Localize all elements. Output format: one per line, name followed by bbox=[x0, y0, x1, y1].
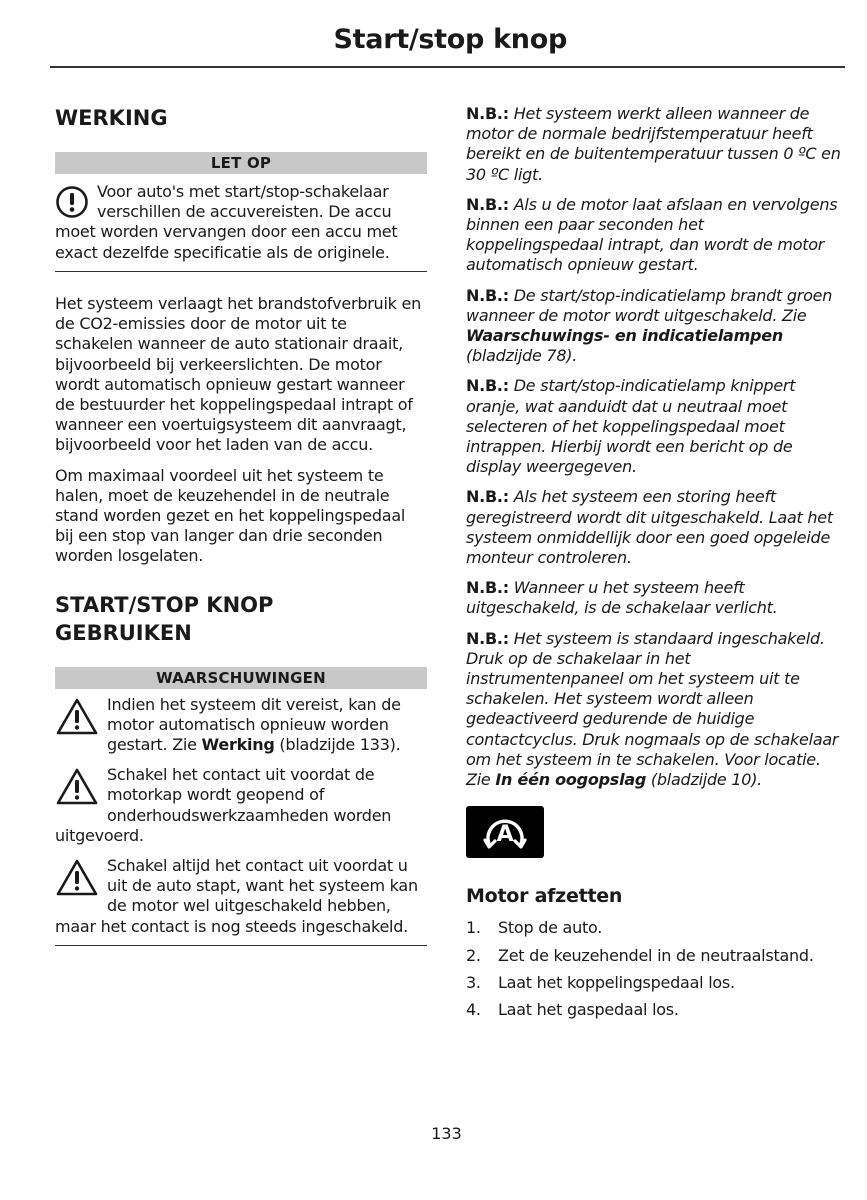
symbol-letter: A bbox=[496, 822, 514, 848]
caution-divider bbox=[55, 271, 427, 272]
note-6-text: Wanneer u het systeem heeft uitgeschakeld, is de schakelaar verlicht. bbox=[466, 578, 778, 618]
list-item bbox=[466, 918, 842, 938]
note-label: N.B.: bbox=[466, 578, 509, 598]
warning-triangle-icon bbox=[55, 697, 101, 737]
heading-line-2: GEBRUIKEN bbox=[55, 620, 192, 645]
caution-icon bbox=[55, 185, 91, 221]
auto-start-stop-icon bbox=[475, 810, 535, 854]
note-2-text: Als u de motor laat afslaan en vervolgens binnen een paar seconden het koppelingspedaal intrapt, dan wordt de motor automatisch opnieuw gestart. bbox=[466, 194, 838, 275]
warning-divider bbox=[55, 945, 427, 946]
page-title: Start/stop knop bbox=[333, 24, 567, 55]
warning-note-3 bbox=[55, 856, 427, 937]
note-1-text: Het systeem werkt alleen wanneer de motor de normale bedrijfstemperatuur heeft bereikt en de buitentemperatuur tussen 0 ºC en 30 ºC ligt. bbox=[466, 104, 841, 184]
caution-bar: LET OP bbox=[55, 152, 427, 174]
list-item bbox=[466, 946, 842, 966]
heading-line-1: START/STOP KNOP bbox=[55, 592, 274, 617]
note-3-page-ref: (bladzijde 78). bbox=[466, 346, 578, 366]
step-number: 2. bbox=[466, 945, 481, 965]
note-5-text: Als het systeem een storing heeft geregistreerd wordt dit uitgeschakeld. Laat het systeem onmiddellijk door een goed opgeleide monteur controleren. bbox=[466, 487, 833, 568]
note-label: N.B.: bbox=[466, 487, 509, 507]
warning-triangle-icon bbox=[55, 858, 101, 898]
note-4 bbox=[466, 376, 842, 477]
step-number: 4. bbox=[466, 999, 481, 1019]
overview-crossref-link[interactable]: In één oogopslag bbox=[495, 770, 647, 790]
warning-2-text: Schakel het contact uit voordat de motorkap wordt geopend of onderhoudswerkzaamheden worden uitgevoerd. bbox=[55, 765, 392, 845]
list-item bbox=[466, 973, 842, 993]
warning-note-2 bbox=[55, 765, 427, 846]
note-label: N.B.: bbox=[466, 104, 509, 123]
step-text: Laat het koppelingspedaal los. bbox=[498, 972, 735, 992]
steps-list bbox=[466, 918, 842, 1020]
right-column bbox=[466, 104, 842, 1027]
step-number: 1. bbox=[466, 918, 481, 938]
werking-crossref-link[interactable]: Werking bbox=[201, 735, 275, 755]
warning-lamps-crossref-link[interactable]: Waarschuwings- en indicatielampen bbox=[466, 326, 783, 346]
warning-triangle-icon bbox=[55, 767, 101, 807]
note-label: N.B.: bbox=[466, 194, 509, 214]
left-column bbox=[55, 104, 427, 946]
note-label: N.B.: bbox=[466, 376, 509, 396]
motor-afzetten-heading: Motor afzetten bbox=[466, 885, 623, 908]
note-7 bbox=[466, 629, 842, 791]
caution-note bbox=[55, 182, 427, 263]
caution-text: Voor auto's met start/stop-schakelaar verschillen de accuvereisten. De accu moet worden vervangen door een accu met exact dezelfde specificatie als de originele. bbox=[55, 182, 398, 262]
note-4-text: De start/stop-indicatielamp knippert oranje, wat aanduidt dat u neutraal moet selecteren of het koppelingspedaal moet intrappen. Hierbij wordt een bericht op de display weergegeven. bbox=[466, 376, 796, 477]
section-heading-werking: WERKING bbox=[55, 106, 168, 130]
warning-3-text: Schakel altijd het contact uit voordat u uit de auto stapt, want het systeem kan de motor wel uitgeschakeld hebben, maar het contact is nog steeds ingeschakeld. bbox=[55, 856, 418, 936]
warning-bar: WAARSCHUWINGEN bbox=[55, 667, 427, 689]
werking-paragraph-2: Om maximaal voordeel uit het systeem te halen, moet de keuzehendel in de neutrale stand worden gezet en het koppelingspedaal bij een stop van langer dan drie seconden worden losgelaten. bbox=[55, 465, 406, 566]
warning-note-1 bbox=[55, 695, 427, 756]
auto-start-stop-symbol bbox=[466, 806, 544, 858]
note-3-text: De start/stop-indicatielamp brandt groen wanneer de motor wordt uitgeschakeld. Zie bbox=[466, 285, 833, 325]
step-text: Laat het gaspedaal los. bbox=[498, 999, 679, 1019]
list-item bbox=[466, 1000, 842, 1020]
step-text: Zet de keuzehendel in de neutraalstand. bbox=[498, 945, 814, 965]
werking-paragraph-1: Het systeem verlaagt het brandstofverbruik en de CO2-emissies door de motor uit te schakelen wanneer de auto stationair draait, bijvoorbeeld bij verkeerslichten. De motor wordt automatisch opnieuw gestart wanneer de bestuurder het koppelingspedaal intrapt of wanneer een voertuigsysteem dit aanvraagt, bijvoorbeeld voor het laden van de accu. bbox=[55, 294, 421, 455]
note-label: N.B.: bbox=[466, 285, 509, 305]
warning-1-page-ref: (bladzijde 133). bbox=[274, 735, 401, 755]
note-6 bbox=[466, 578, 842, 618]
note-5 bbox=[466, 487, 842, 568]
note-7-page-ref: (bladzijde 10). bbox=[646, 770, 763, 790]
note-label: N.B.: bbox=[466, 628, 509, 648]
section-heading-gebruiken bbox=[55, 591, 427, 647]
step-number: 3. bbox=[466, 972, 481, 992]
warning-1-text: Indien het systeem dit vereist, kan de motor automatisch opnieuw worden gestart. Zie bbox=[107, 694, 401, 755]
note-1 bbox=[466, 104, 842, 185]
note-3 bbox=[466, 286, 842, 367]
note-7-text: Het systeem is standaard ingeschakeld. Druk op de schakelaar in het instrumentenpaneel om het systeem uit te schakelen. Het systeem wordt alleen gedeactiveerd gedurende de huidige contactcyclus. Druk nogmaals op de schakelaar om het systeem in te schakelen. Voor locatie. Zie bbox=[466, 628, 839, 790]
header-divider bbox=[50, 66, 845, 68]
step-text: Stop de auto. bbox=[498, 918, 603, 938]
page-number: 133 bbox=[431, 1124, 462, 1143]
note-2 bbox=[466, 195, 842, 276]
